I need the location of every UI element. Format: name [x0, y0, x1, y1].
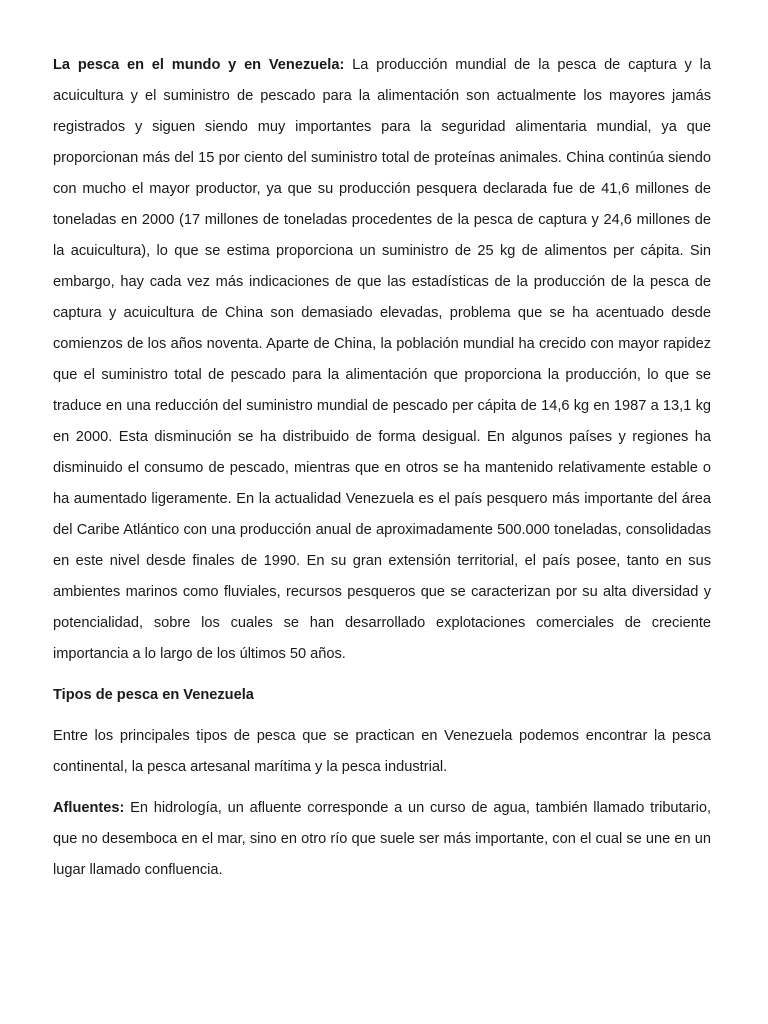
- paragraph-tipos-de-pesca: Entre los principales tipos de pesca que se practican en Venezuela podemos encontrar la pesca continental, la pesca artesanal marítima y la pesca industrial.: [53, 728, 711, 775]
- heading-tipos-de-pesca: Tipos de pesca en Venezuela: [53, 687, 254, 703]
- paragraph-pesca-mundo-venezuela: [53, 50, 711, 670]
- paragraph-lead-pesca-mundo: La pesca en el mundo y en Venezuela:: [53, 57, 345, 73]
- paragraph-body-afluentes: En hidrología, un afluente corresponde a un curso de agua, también llamado tributario, que no desemboca en el mar, sino en otro río que suele ser más importante, con el cual se une en un lugar llamado confluencia.: [53, 800, 711, 878]
- paragraph-body-pesca-mundo: La producción mundial de la pesca de captura y la acuicultura y el suministro de pescado para la alimentación son actualmente los mayores jamás registrados y siguen siendo muy importantes para la seguridad alimentaria mundial, ya que proporcionan más del 15 por ciento del suministro total de proteínas animales. China continúa siendo con mucho el mayor productor, ya que su producción pesquera declarada fue de 41,6 millones de toneladas en 2000 (17 millones de toneladas procedentes de la pesca de captura y 24,6 millones de la acuicultura), lo que se estima proporciona un suministro de 25 kg de alimentos per cápita. Sin embargo, hay cada vez más indicaciones de que las estadísticas de la producción de la pesca de captura y acuicultura de China son demasiado elevadas, problema que se ha acentuado desde comienzos de los años noventa. Aparte de China, la población mundial ha crecido con mayor rapidez que el suministro total de pescado para la alimentación que proporciona la producción, lo que se traduce en una reducción del suministro mundial de pescado per cápita de 14,6 kg en 1987 a 13,1 kg en 2000. Esta disminución se ha distribuido de forma desigual. En algunos países y regiones ha disminuido el consumo de pescado, mientras que en otros se ha mantenido relativamente estable o ha aumentado ligeramente. En la actualidad Venezuela es el país pesquero más importante del área del Caribe Atlántico con una producción anual de aproximadamente 500.000 toneladas, consolidadas en este nivel desde finales de 1990. En su gran extensión territorial, el país posee, tanto en sus ambientes marinos como fluviales, recursos pesqueros que se caracterizan por su alta diversidad y potencialidad, sobre los cuales se han desarrollado explotaciones comerciales de creciente importancia a lo largo de los últimos 50 años.: [53, 57, 711, 662]
- paragraph-afluentes: [53, 793, 711, 886]
- document-page: [53, 50, 711, 896]
- paragraph-lead-afluentes: Afluentes:: [53, 800, 125, 816]
